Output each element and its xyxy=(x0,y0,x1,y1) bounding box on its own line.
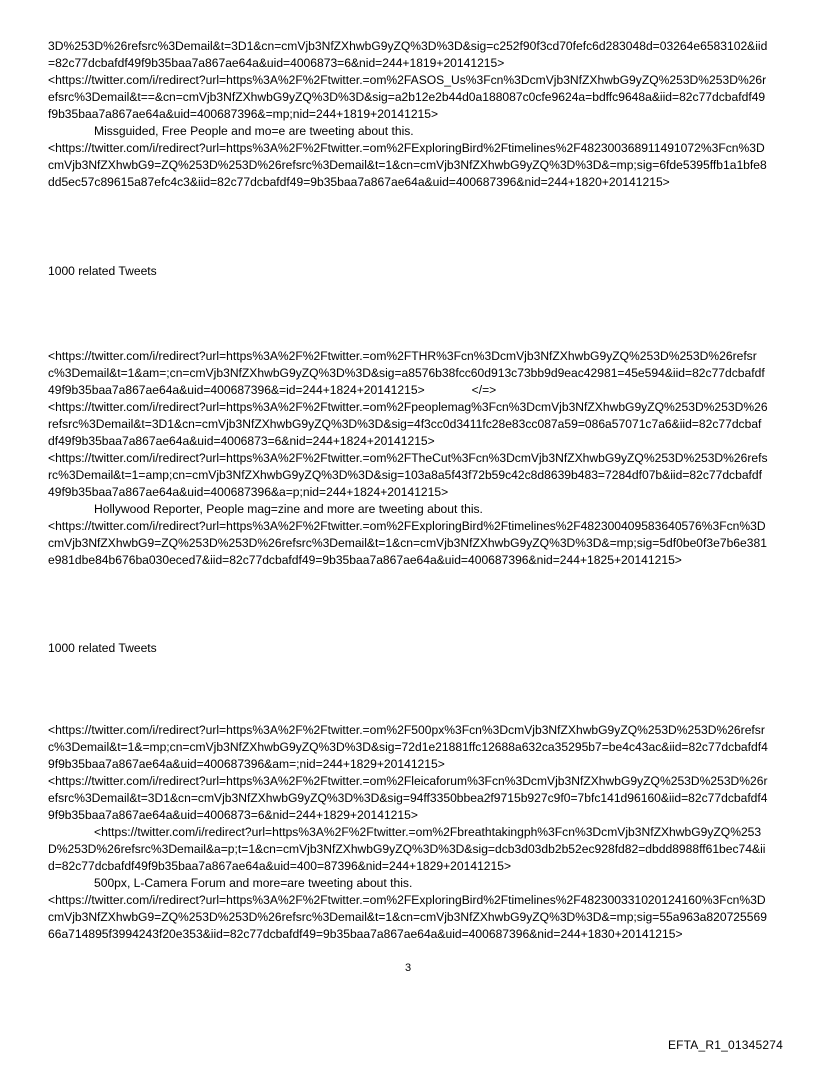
tweeting-about-line: 500px, L-Camera Forum and more=are tweeting about this. xyxy=(94,876,413,890)
redirect-link-line[interactable]: <https://twitter.com/i/redirect?url=https%3A%2F%2Ftwitter.=om%2Fpeoplemag%3Fcn%3DcmVjb3NfZXhwbG9yZQ%253D%253D%26refsrc%3Demail&t=3D1&cn=cmVjb3NfZXhwbG9yZQ%3D%3D&sig=4f3cc0d3411fc28e83cc087a59=086a57071c7a6&iid=82c77dcbafdf49f9b35baa7a867ae64a&uid=4006873=6&nid=244+1824+20141215> xyxy=(48,400,768,448)
related-tweets-heading-2 xyxy=(48,640,768,657)
redirect-link-line[interactable]: 3D%253D%26refsrc%3Demail&t=3D1&cn=cmVjb3NfZXhwbG9yZQ%3D%3D&sig=c252f90f3cd70fefc6d283048d=03264e6583102&iid=82c77dcbafdf49f9b35baa7a867ae64a&uid=4006873=6&nid=244+1819+20141215> xyxy=(48,39,768,70)
redirect-link-line[interactable]: <https://twitter.com/i/redirect?url=https%3A%2F%2Ftwitter.=om%2Fleicaforum%3Fcn%3DcmVjb3NfZXhwbG9yZQ%253D%253D%26refsrc%3Demail&t=3D1&cn=cmVjb3NfZXhwbG9yZQ%3D%3D&sig=94ff3350bbea2f9715b927c9f0=7bfc141d96160&iid=82c77dcbafdf49f9b35baa7a867ae64a&uid=4006873=6&nid=244+1829+20141215> xyxy=(48,774,768,822)
redirect-link-line[interactable]: <https://twitter.com/i/redirect?url=https%3A%2F%2Ftwitter.=om%2FASOS_Us%3Fcn%3DcmVjb3NfZXhwbG9yZQ%253D%253D%26refsrc%3Demail&t==&cn=cmVjb3NfZXhwbG9yZQ%3D%3D&sig=a2b12e2b44d0a188087c0cfe9624a=bdffc9648a&iid=82c77dcbafdf49f9b35baa7a867ae64a&uid=400687396&=mp;nid=244+1819+20141215> xyxy=(48,73,767,121)
timeline-redirect-link[interactable]: <https://twitter.com/i/redirect?url=https%3A%2F%2Ftwitter.=om%2FExploringBird%2Ftimelines%2F482300331020124160%3Fcn%3DcmVjb3NfZXhwbG9=ZQ%253D%253D%26refsrc%3Demail&t=1&cn=cmVjb3NfZXhwbG9yZQ%3D%3D&=mp;sig=55a963a82072556966a714895f3994243f20e353&iid=82c77dcbafdf49=9b35baa7a867ae64a&uid=400687396&nid=244+1830+20141215> xyxy=(48,893,767,941)
timeline-redirect-link[interactable]: <https://twitter.com/i/redirect?url=https%3A%2F%2Ftwitter.=om%2FExploringBird%2Ftimelines%2F482300368911491072%3Fcn%3DcmVjb3NfZXhwbG9=ZQ%253D%253D%26refsrc%3Demail&t=1&cn=cmVjb3NfZXhwbG9yZQ%3D%3D&=mp;sig=6fde5395ffb1a1bfe8dd5ec57c89615a87efc4c3&iid=82c77dcbafdf49=9b35baa7a867ae64a&uid=400687396&nid=244+1820+20141215> xyxy=(48,141,767,189)
email-text-block-2 xyxy=(48,348,768,569)
timeline-redirect-link[interactable]: <https://twitter.com/i/redirect?url=https%3A%2F%2Ftwitter.=om%2FExploringBird%2Ftimelines%2F482300409583640576%3Fcn%3DcmVjb3NfZXhwbG9=ZQ%253D%253D%26refsrc%3Demail&t=1&cn=cmVjb3NfZXhwbG9yZQ%3D%3D&=mp;sig=5df0be0f3e7b6e381e981dbe84b676ba030eced7&iid=82c77dcbafdf49=9b35baa7a867ae64a&uid=400687396&nid=244+1825+20141215> xyxy=(48,519,767,567)
tweeting-about-line: Hollywood Reporter, People mag=zine and more are tweeting about this. xyxy=(94,502,483,516)
redirect-link-line[interactable]: <https://twitter.com/i/redirect?url=https%3A%2F%2Ftwitter.=om%2FTheCut%3Fcn%3DcmVjb3NfZXhwbG9yZQ%253D%253D%26refsrc%3Demail&t=1=amp;cn=cmVjb3NfZXhwbG9yZQ%3D%3D&sig=103a8a5f43f72b59c42c8d8639b483=7284df07b&iid=82c77dcbafdf49f9b35baa7a867ae64a&uid=400687396&a=p;nid=244+1824+20141215> xyxy=(48,451,768,499)
redirect-link-line[interactable]: <https://twitter.com/i/redirect?url=https%3A%2F%2Ftwitter.=om%2FTHR%3Fcn%3DcmVjb3NfZXhwbG9yZQ%253D%253D%26refsrc%3Demail&t=1&am=;cn=cmVjb3NfZXhwbG9yZQ%3D%3D&sig=a8576b38fcc60d913c73bb9d9eac42981=45e594&iid=82c77dcbafdf49f9b35baa7a867ae64a&uid=400687396&=id=244+1824+20141215> </=> xyxy=(48,349,765,397)
email-text-block-1 xyxy=(48,38,768,191)
related-tweets-label: 1000 related Tweets xyxy=(48,641,157,655)
redirect-link-line[interactable]: <https://twitter.com/i/redirect?url=https%3A%2F%2Ftwitter.=om%2F500px%3Fcn%3DcmVjb3NfZXhwbG9yZQ%253D%253D%26refsrc%3Demail&t=1&=mp;cn=cmVjb3NfZXhwbG9yZQ%3D%3D&sig=72d1e21881ffc12688a632ca35295b7=be4c43ac&iid=82c77dcbafdf49f9b35baa7a867ae64a&uid=400687396&am=;nid=244+1829+20141215> xyxy=(48,723,768,771)
email-text-block-3 xyxy=(48,722,768,943)
page-number: 3 xyxy=(404,962,412,974)
tweeting-about-line: Missguided, Free People and mo=e are tweeting about this. xyxy=(94,124,414,138)
redirect-link-line-indented[interactable]: <https://twitter.com/i/redirect?url=https%3A%2F%2Ftwitter.=om%2Fbreathtakingph%3Fcn%3DcmVjb3NfZXhwbG9yZQ%253D%253D%26refsrc%3Demail&a=p;t=1&cn=cmVjb3NfZXhwbG9yZQ%3D%3D&sig=dcb3d03db2b52ec928fd82=dbdd8988ff61bec74&iid=82c77dcbafdf49f9b35baa7a867ae64a&uid=400=87396&nid=244+1829+20141215> xyxy=(48,825,766,873)
related-tweets-label: 1000 related Tweets xyxy=(48,264,157,278)
document-id-stamp: EFTA_R1_01345274 xyxy=(667,1038,783,1052)
related-tweets-heading-1 xyxy=(48,263,768,280)
